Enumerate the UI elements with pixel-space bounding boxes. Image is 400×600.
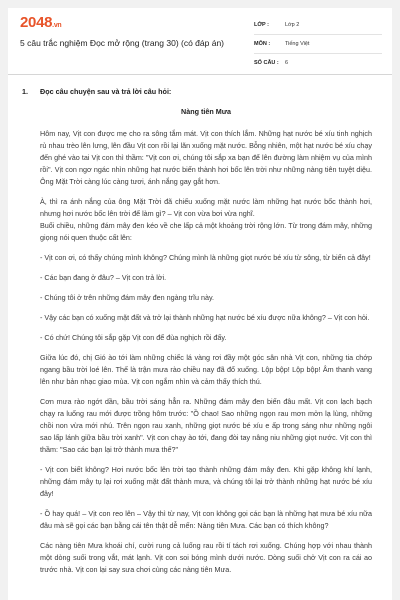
story-paragraph: Các nàng tiên Mưa khoái chí, cười rung cả luống rau rồi tí tách rơi xuống. Chúng hợp với nhau thành một dòng suối trong vắt, mát lạnh. Vịt con soi bóng mình dưới nước. Dòng suối chở Vịt con ra cái ao trước nhà. Vịt con lại say sưa chơi cùng các nàng tiên Mưa. — [40, 541, 372, 574]
question-prompt: Đọc câu chuyện sau và trả lời câu hỏi: — [40, 87, 172, 96]
logo-main-text: 2048 — [20, 14, 53, 31]
story-paragraph: Cơn mưa rào ngớt dần, bầu trời sáng hẳn ra. Những đám mây đen biến đâu mất. Vịt con lạch bạch chạy ra luống rau mới được trồng hôm trước: "Ồ chao! Sao những ngọn rau mơn mởn lạ lùng, những chồi non vừa mới nhú. Trên ngọn rau xanh, những giọt nước bé xíu e ấp trong sáng như những ngôi sao lấp lánh giữa bầu trời xanh". Vịt con chạy ào tới, đang đòi tay nâng niu những giọt nước. Vịt con thì thầm: "Sao các bạn lại trở thành mưa thế?" — [40, 397, 372, 454]
story-paragraph: Giữa lúc đó, chị Gió ào tới làm những chiếc lá vàng rơi đầy một góc sân nhà Vịt con, những tia chớp ngang bầu trời loé lên. Thế là trận mưa rào chiều nay đã đổ xuống. Lộp bộp! Lộp bộp! Âm thanh vang lên như bản nhạc giao mùa. Vịt con ngắm nhìn và cảm thấy thích thú. — [40, 353, 372, 386]
header-divider — [8, 74, 392, 75]
meta-value: Tiếng Việt — [285, 41, 310, 47]
story-paragraph: - Ồ hay quá! – Vịt con reo lên – Vậy thì từ nay, Vịt con không gọi các bạn là những hạt mưa bé xíu nữa đâu mà sẽ gọi các bạn bằng cái tên thật dễ mến: Nàng tiên Mưa. Các bạn có thích không? — [40, 509, 372, 530]
site-logo[interactable] — [20, 14, 61, 31]
story-paragraph: - Có chứ! Chúng tôi sắp gặp Vịt con để đùa nghịch rồi đấy. — [40, 333, 227, 342]
story-paragraph: Hôm nay, Vịt con được mẹ cho ra sông tắm mát. Vịt con thích lắm. Những hạt nước bé xíu tinh nghịch rủ nhau trèo lên lưng, lên đầu Vịt con rồi lại lăn xuống mặt nước. Bỗng nhiên, một hạt nước bé xíu chạy đến ghé vào tai Vịt con thì thầm: "Vịt con ơi, chúng tôi sắp xa bạn để lên đường làm nhiệm vụ của mình rồi". Vịt con ngơ ngác nhìn những hạt nước biến thành hơi bốc lên trời như những nàng tiên tuyệt diệu. Ông Mặt Trời càng lúc càng tươi, ánh nắng gay gắt hơn. — [40, 129, 372, 186]
story-paragraph: - Vậy các bạn có xuống mặt đất và trở lại thành những hạt nước bé xíu được nữa không? – Vịt con hỏi. — [40, 313, 370, 322]
story-paragraph: - Vịt con ơi, có thấy chúng mình không? Chúng mình là những giọt nước bé xíu từ sông, từ biển cả đây! — [40, 253, 371, 262]
meta-row-subject — [254, 35, 382, 54]
meta-value: Lớp 2 — [285, 22, 300, 28]
meta-value: 6 — [285, 60, 289, 66]
document-title: 5 câu trắc nghiệm Đọc mở rộng (trang 30) (có đáp án) — [20, 38, 225, 48]
story-paragraphs — [40, 128, 372, 576]
question-block — [22, 86, 372, 584]
story-title: Nàng tiên Mưa — [181, 107, 231, 116]
story-paragraph: - Các bạn đang ở đâu? – Vịt con trả lời. — [40, 273, 167, 282]
meta-label: SỐ CÂU : — [254, 60, 279, 66]
logo-tld-text: .vn — [52, 22, 62, 29]
meta-label: LỚP : — [254, 22, 269, 28]
story-paragraph: - Vịt con biết không? Hơi nước bốc lên trời tạo thành những đám mây đen. Khi gặp không khí lạnh, những đám mây tụ lại rơi xuống mặt đất thành mưa, và chúng tôi lại trở thành những hạt nước bé xíu đây! — [40, 465, 372, 498]
question-number: 1. — [22, 87, 28, 96]
meta-label: MÔN : — [254, 41, 271, 47]
document-meta-table — [254, 16, 382, 72]
document-header — [8, 8, 392, 70]
meta-row-question-count — [254, 54, 382, 72]
meta-row-class — [254, 16, 382, 35]
story-paragraph: À, thì ra ánh nắng của ông Mặt Trời đã chiếu xuống mặt nước làm những hạt nước bốc thành hơi, nhưng hơi nước bốc lên trời để làm gì? – Vịt con vừa bơi vừa nghĩ. Buổi chiều, những đám mây đen kéo về che lấp cả một khoảng trời rộng lớn. Từ trong đám mây, những giọng nói quen thuộc cất lên: — [40, 197, 372, 242]
question-heading — [22, 86, 372, 98]
story-paragraph: - Chúng tôi ở trên những đám mây đen ngàng trĩu này. — [40, 293, 215, 302]
story-body — [22, 106, 372, 576]
document-page — [8, 8, 392, 600]
